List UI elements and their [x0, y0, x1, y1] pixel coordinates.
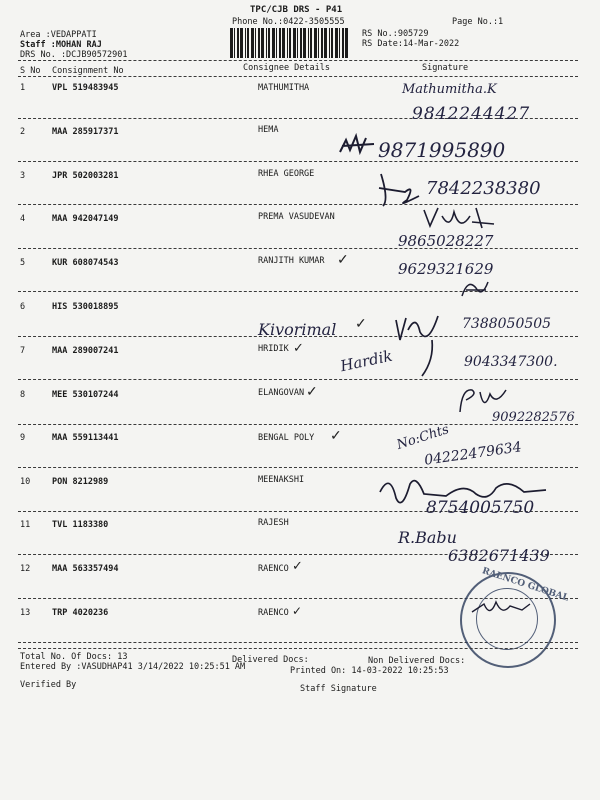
row-divider: [18, 467, 578, 468]
check-mark-icon: ✓: [292, 559, 303, 574]
page-number: Page No.:1: [452, 17, 504, 27]
row-divider: [18, 248, 578, 249]
signature-scribble: [375, 170, 425, 210]
row-consignment: TRP 4020236: [52, 608, 109, 618]
row-consignment: MAA 942047149: [52, 214, 119, 224]
barcode: [230, 28, 348, 58]
row-sno: 11: [20, 520, 31, 530]
header-divider-top: [18, 60, 578, 61]
barcode-bar: [230, 28, 233, 58]
handwritten-phone: 6382671439: [448, 546, 550, 565]
row-sno: 4: [20, 214, 26, 224]
check-mark-icon: ✓: [306, 384, 318, 400]
col-signature: Signature: [422, 63, 469, 73]
row-consignment: PON 8212989: [52, 477, 109, 487]
barcode-bar: [310, 28, 312, 58]
col-consignee: Consignee Details: [243, 63, 330, 73]
row-sno: 8: [20, 390, 26, 400]
barcode-bar: [234, 28, 235, 58]
barcode-bar: [279, 28, 281, 58]
total-docs: Total No. Of Docs: 13: [20, 652, 128, 662]
row-consignee: RAENCO: [258, 564, 289, 574]
handwritten-name: R.Babu: [398, 528, 457, 547]
handwritten-phone: 9871995890: [378, 138, 506, 162]
barcode-bar: [339, 28, 340, 58]
row-consignee: RANJITH KUMAR: [258, 256, 325, 266]
stamp-text: RAENCO GLOBAL: [480, 566, 570, 604]
signature-scribble: [338, 130, 378, 160]
check-mark-icon: ✓: [355, 316, 367, 332]
row-consignment: JPR 502003281: [52, 171, 119, 181]
check-mark-icon: ✓: [293, 341, 304, 356]
handwritten-phone: 9043347300.: [464, 354, 558, 370]
rs-number: RS No.:905729: [362, 29, 429, 39]
col-sno: S No: [20, 66, 41, 76]
barcode-bar: [282, 28, 285, 58]
barcode-bar: [255, 28, 256, 58]
signature-scribble: [420, 202, 500, 232]
row-sno: 2: [20, 127, 26, 137]
delivered-docs: Delivered Docs:: [232, 655, 309, 665]
row-consignment: MAA 563357494: [52, 564, 119, 574]
handwritten-name: Kivorimal: [258, 320, 337, 339]
row-consignment: MEE 530107244: [52, 390, 119, 400]
barcode-bar: [272, 28, 275, 58]
handwritten-phone: 9629321629: [398, 260, 494, 278]
staff-label: Staff :MOHAN RAJ: [20, 40, 102, 50]
barcode-bar: [335, 28, 338, 58]
row-sno: 10: [20, 477, 31, 487]
barcode-bar: [251, 28, 254, 58]
row-consignee: PREMA VASUDEVAN: [258, 212, 335, 222]
handwritten-phone: 7842238380: [426, 178, 541, 199]
non-delivered-docs: Non Delivered Docs:: [368, 656, 466, 666]
barcode-bar: [287, 28, 288, 58]
row-sno: 12: [20, 564, 31, 574]
phone-number: Phone No.:0422-3505555: [232, 17, 345, 27]
handwritten-phone: 7388050505: [462, 316, 552, 332]
barcode-bar: [237, 28, 239, 58]
entered-by: Entered By :VASUDHAP41 3/14/2022 10:25:51 AM: [20, 662, 246, 672]
barcode-bar: [258, 28, 260, 58]
barcode-bar: [289, 28, 291, 58]
col-consignment: Consignment No: [52, 66, 124, 76]
barcode-bar: [240, 28, 243, 58]
barcode-bar: [308, 28, 309, 58]
barcode-bar: [276, 28, 277, 58]
row-consignee: HEMA: [258, 125, 279, 135]
barcode-bar: [331, 28, 333, 58]
row-consignee: ELANGOVAN: [258, 388, 305, 398]
barcode-bar: [293, 28, 296, 58]
barcode-bar: [261, 28, 264, 58]
handwritten-phone: 9865028227: [398, 232, 494, 250]
row-consignment: MAA 285917371: [52, 127, 119, 137]
check-mark-icon: ✓: [337, 252, 349, 268]
check-mark-icon: ✓: [292, 604, 303, 618]
row-consignee: HRIDIK: [258, 344, 289, 354]
handwritten-phone: 04222479634: [423, 439, 523, 469]
area-label: Area :VEDAPPATI: [20, 30, 97, 40]
row-consignment: TVL 1183380: [52, 520, 109, 530]
verified-by: Verified By: [20, 680, 77, 690]
handwritten-name: Hardik: [338, 346, 394, 376]
row-consignment: VPL 519483945: [52, 83, 119, 93]
row-consignee: BENGAL POLY: [258, 433, 315, 443]
handwritten-phone: 9842244427: [412, 104, 531, 124]
barcode-bar: [297, 28, 298, 58]
handwritten-phone: 8754005750: [426, 498, 535, 518]
doc-title: TPC/CJB DRS - P41: [250, 5, 343, 15]
barcode-bar: [342, 28, 344, 58]
row-consignment: KUR 608074543: [52, 258, 119, 268]
signature-scribble: [392, 310, 454, 380]
row-consignee: RHEA GEORGE: [258, 169, 315, 179]
row-consignee: RAJESH: [258, 518, 289, 528]
row-divider: [18, 291, 578, 292]
barcode-bar: [245, 28, 246, 58]
row-consignment: MAA 559113441: [52, 433, 119, 443]
row-sno: 13: [20, 608, 31, 618]
barcode-bar: [321, 28, 323, 58]
printed-on: Printed On: 14-03-2022 10:25:53: [290, 666, 449, 676]
barcode-bar: [314, 28, 317, 58]
barcode-bar: [268, 28, 270, 58]
row-divider: [18, 379, 578, 380]
staff-signature: Staff Signature: [300, 684, 377, 694]
barcode-bar: [324, 28, 327, 58]
barcode-bar: [329, 28, 330, 58]
drs-number: DRS No. :DCJB90572901: [20, 50, 128, 60]
signature-scribble: [470, 594, 534, 624]
row-sno: 3: [20, 171, 26, 181]
handwritten-note: No:Chts: [394, 422, 451, 453]
barcode-bar: [247, 28, 249, 58]
barcode-bar: [266, 28, 267, 58]
barcode-bar: [318, 28, 319, 58]
barcode-bar: [345, 28, 348, 58]
row-consignment: HIS 530018895: [52, 302, 119, 312]
footer-divider: [18, 648, 578, 649]
check-mark-icon: ✓: [330, 428, 342, 444]
row-sno: 7: [20, 346, 26, 356]
row-sno: 5: [20, 258, 26, 268]
row-sno: 9: [20, 433, 26, 443]
row-consignee: MEENAKSHI: [258, 475, 305, 485]
signature-scribble: [458, 276, 492, 300]
header-divider-bottom: [18, 76, 578, 77]
row-sno: 1: [20, 83, 26, 93]
row-consignment: MAA 289007241: [52, 346, 119, 356]
barcode-bar: [303, 28, 306, 58]
rs-date: RS Date:14-Mar-2022: [362, 39, 460, 49]
barcode-bar: [300, 28, 302, 58]
handwritten-name: Mathumitha.K: [402, 82, 497, 97]
row-sno: 6: [20, 302, 26, 312]
handwritten-phone: 9092282576: [492, 410, 575, 425]
row-consignee: MATHUMITHA: [258, 83, 310, 93]
row-consignee: RAENCO: [258, 608, 289, 618]
